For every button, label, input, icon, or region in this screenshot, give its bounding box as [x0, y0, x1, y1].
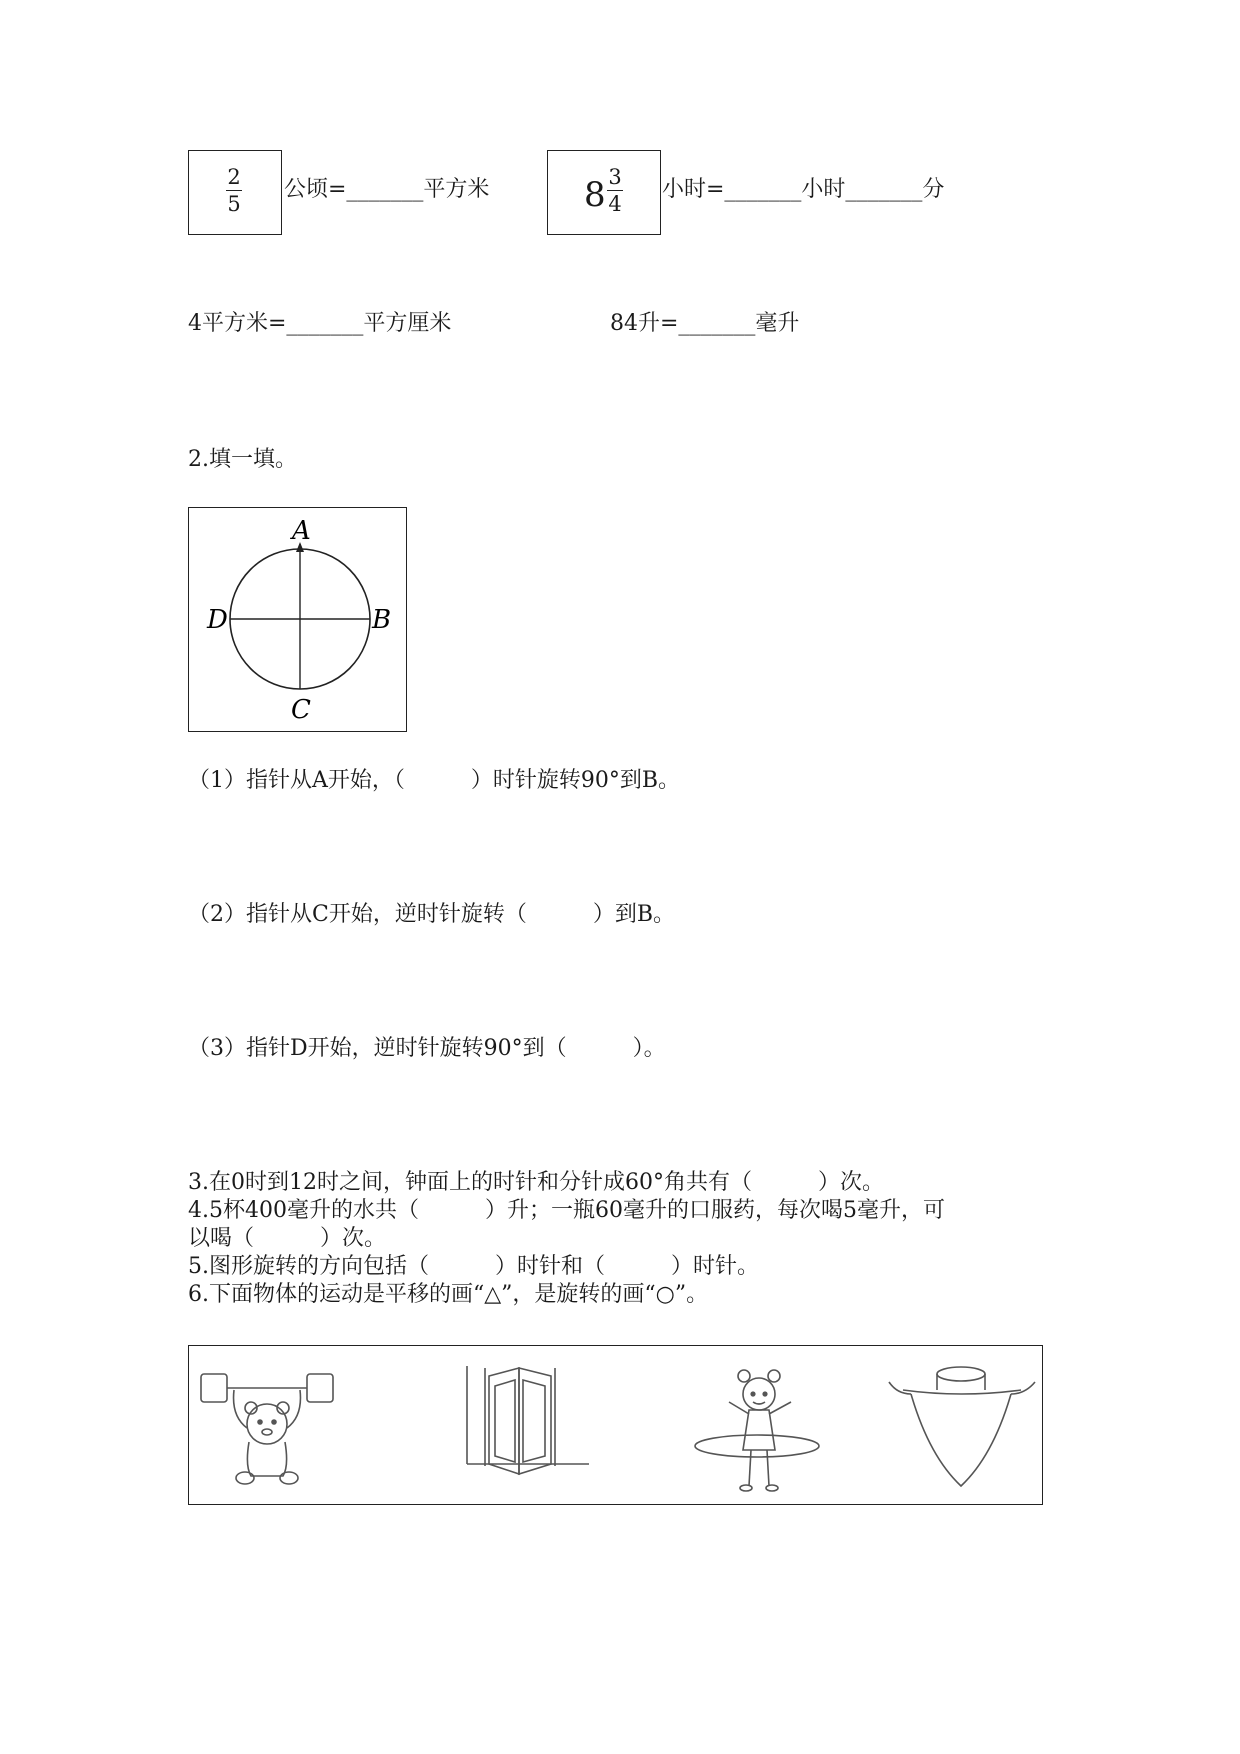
equation-liters: 84升=_______毫升: [610, 311, 800, 336]
equation-hectare: 公顷=_______平方米: [284, 177, 490, 202]
question-2-part-1: （1）指针从A开始，（ ）时针旋转90°到B。: [188, 768, 681, 793]
question-2-part-2: （2）指针从C开始，逆时针旋转（ ）到B。: [188, 902, 675, 927]
fraction-numerator: 3: [608, 165, 622, 189]
motion-pictures: [189, 1346, 1041, 1503]
label-b: B: [372, 605, 392, 635]
question-6: 6.下面物体的运动是平移的画“△”，是旋转的画“○”。: [188, 1282, 709, 1307]
spinning-top-icon: [889, 1367, 1035, 1486]
question-4-line-2: 以喝（ ）次。: [188, 1226, 387, 1251]
question-5: 5.图形旋转的方向包括（ ）时针和（ ）时针。: [188, 1254, 759, 1279]
motion-pictures-frame: [188, 1345, 1043, 1505]
question-4-line-1: 4.5杯400毫升的水共（ ）升；一瓶60毫升的口服药，每次喝5毫升，可: [188, 1198, 945, 1223]
label-c: C: [291, 695, 311, 725]
equation-hours: 小时=_______小时_______分: [662, 177, 945, 202]
fraction-box-1: [188, 150, 282, 235]
compass-diagram: [189, 508, 405, 730]
weightlifting-bear-icon: [201, 1374, 333, 1484]
question-3: 3.在0时到12时之间，钟面上的时针和分针成60°角共有（ ）次。: [188, 1170, 884, 1195]
question-2-part-3: （3）指针D开始，逆时针旋转90°到（ ）。: [188, 1036, 666, 1061]
fraction-numerator: 2: [227, 165, 241, 189]
fraction-denominator: 5: [227, 192, 241, 216]
label-d: D: [207, 605, 228, 635]
equation-square-meters: 4平方米=_______平方厘米: [188, 311, 452, 336]
folding-screen-icon: [467, 1366, 589, 1474]
fraction-box-2: [547, 150, 661, 235]
label-a: A: [292, 516, 311, 546]
fraction-two-fifths: [226, 166, 242, 215]
question-2-heading: 2.填一填。: [188, 447, 297, 472]
mixed-number-whole: 8: [584, 175, 606, 215]
fraction-three-fourths: [607, 166, 623, 215]
hula-hoop-girl-icon: [695, 1370, 819, 1491]
compass-diagram-frame: [188, 507, 407, 732]
fraction-denominator: 4: [608, 192, 622, 216]
